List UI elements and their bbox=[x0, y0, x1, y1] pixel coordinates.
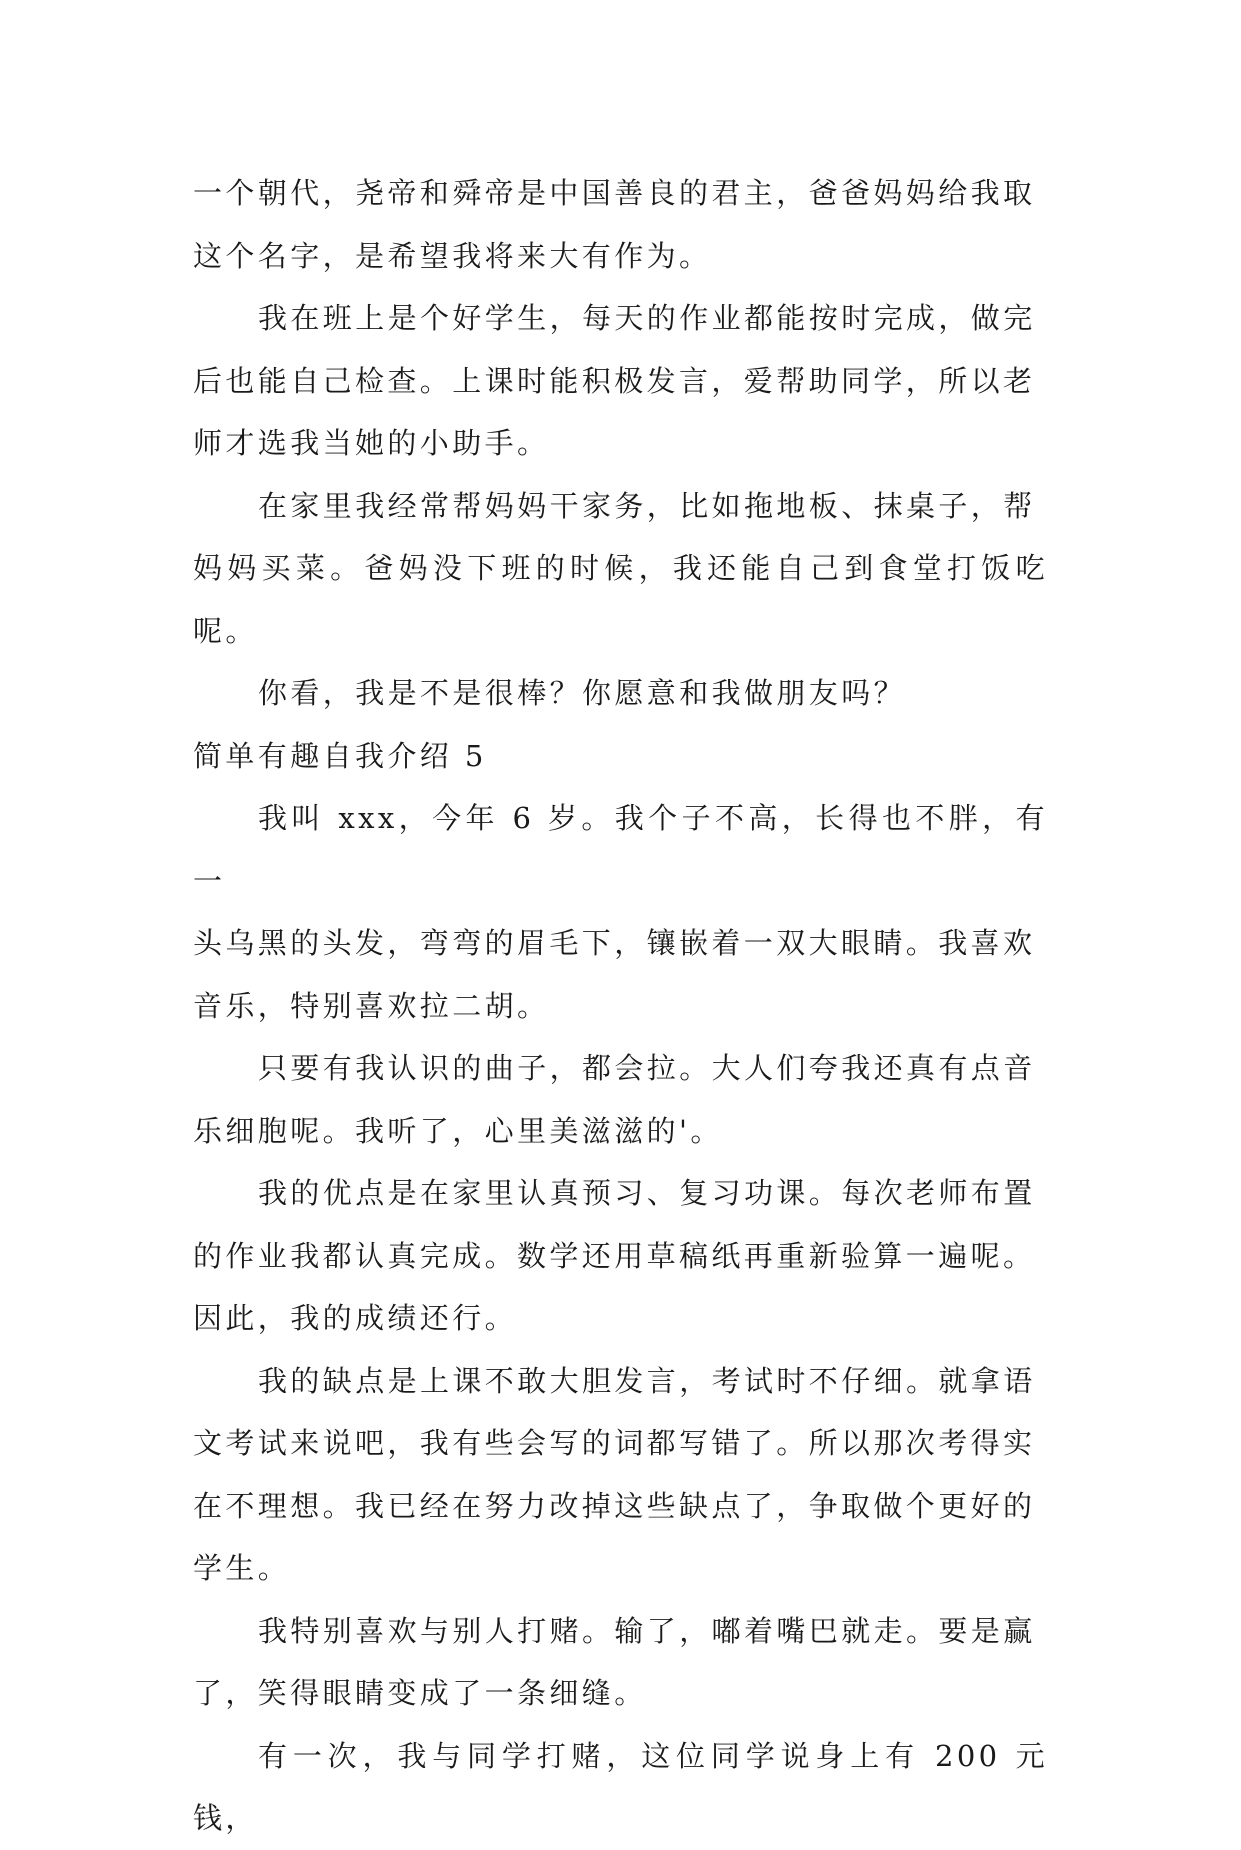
text-line: 我的优点是在家里认真预习、复习功课。每次老师布置 bbox=[258, 1176, 1036, 1210]
paragraph-10 bbox=[193, 1725, 1048, 1850]
paragraph-4 bbox=[193, 662, 1048, 725]
paragraph-5 bbox=[193, 787, 1048, 1037]
text-line: 音乐，特别喜欢拉二胡。 bbox=[193, 988, 550, 1023]
paragraph-8 bbox=[193, 1350, 1048, 1600]
document-body bbox=[193, 162, 1048, 1850]
paragraph-6 bbox=[193, 1037, 1048, 1162]
text-line: 只要有我认识的曲子，都会拉。大人们夸我还真有点音 bbox=[258, 1051, 1036, 1085]
text-line: 我的缺点是上课不敢大胆发言，考试时不仔细。就拿语 bbox=[258, 1363, 1036, 1398]
text-line: 了，笑得眼睛变成了一条细缝。 bbox=[193, 1676, 647, 1710]
text-line: 的作业我都认真完成。数学还用草稿纸再重新验算一遍呢。 bbox=[193, 1238, 1036, 1273]
paragraph-7 bbox=[193, 1162, 1048, 1350]
text-line: 在不理想。我已经在努力改掉这些缺点了，争取做个更好的 bbox=[193, 1488, 1036, 1523]
text-line: 我在班上是个好学生，每天的作业都能按时完成，做完 bbox=[258, 301, 1036, 335]
paragraph-2 bbox=[193, 287, 1048, 475]
text-line: 这个名字，是希望我将来大有作为。 bbox=[193, 238, 712, 273]
text-line: 学生。 bbox=[193, 1551, 291, 1585]
text-line: 我特别喜欢与别人打赌。输了，嘟着嘴巴就走。要是赢 bbox=[258, 1613, 1036, 1648]
text-line: 乐细胞呢。我听了，心里美滋滋的'。 bbox=[193, 1113, 723, 1148]
paragraph-3 bbox=[193, 475, 1048, 663]
text-line: 因此，我的成绩还行。 bbox=[193, 1301, 518, 1335]
text-line: 一个朝代，尧帝和舜帝是中国善良的君主，爸爸妈妈给我取 bbox=[193, 176, 1036, 210]
text-line: 文考试来说吧，我有些会写的词都写错了。所以那次考得实 bbox=[193, 1426, 1036, 1460]
text-line: 我叫 xxx，今年 6 岁。我个子不高，长得也不胖，有一 bbox=[193, 801, 1048, 898]
paragraph-9 bbox=[193, 1600, 1048, 1725]
text-line: 妈妈买菜。爸妈没下班的时候，我还能自己到食堂打饭吃呢。 bbox=[193, 551, 1048, 648]
text-line: 头乌黑的头发，弯弯的眉毛下，镶嵌着一双大眼睛。我喜欢 bbox=[193, 926, 1036, 960]
text-line: 后也能自己检查。上课时能积极发言，爱帮助同学，所以老 bbox=[193, 363, 1036, 398]
text-line: 在家里我经常帮妈妈干家务，比如拖地板、抹桌子，帮 bbox=[258, 488, 1036, 523]
section-heading: 简单有趣自我介绍 5 bbox=[193, 738, 487, 773]
text-line: 师才选我当她的小助手。 bbox=[193, 426, 550, 460]
text-line: 有一次，我与同学打赌，这位同学说身上有 200 元钱， bbox=[193, 1738, 1048, 1835]
paragraph-1 bbox=[193, 162, 1048, 287]
text-line: 你看，我是不是很棒？你愿意和我做朋友吗？ bbox=[258, 676, 907, 710]
